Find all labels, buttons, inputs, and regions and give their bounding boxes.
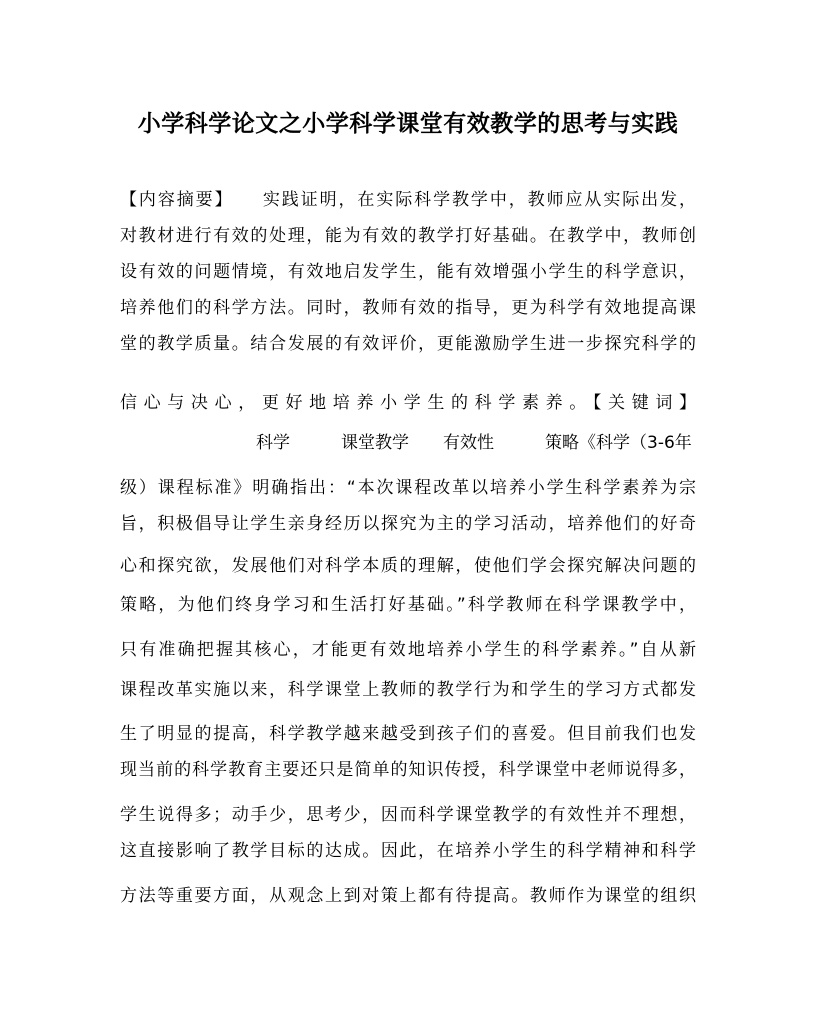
paragraph-line: 级）课程标准》明确指出：“本次课程改革以培养小学生科学素养为宗 [120, 478, 696, 498]
paragraph-line: 这直接影响了教学目标的达成。因此，在培养小学生的科学精神和科学 [120, 841, 696, 861]
paragraph-line: 生了明显的提高，科学教学越来越受到孩子们的喜爱。但目前我们也发 [120, 724, 696, 744]
paragraph-line: 科学 课堂教学 有效性 策略《科学（3-6年 [120, 433, 692, 453]
document-title: 小学科学论文之小学科学课堂有效教学的思考与实践 [137, 110, 679, 137]
paragraph-line: 信心与决心，更好地培养小学生的科学素养。【关键词】 [120, 393, 696, 413]
paragraph-line: 策略，为他们终身学习和生活打好基础。”科学教师在科学课教学中， [120, 595, 696, 615]
paragraph-line: 方法等重要方面，从观念上到对策上都有待提高。教师作为课堂的组织 [120, 886, 696, 906]
paragraph-line: 现当前的科学教育主要还只是简单的知识传授，科学课堂中老师说得多， [120, 760, 696, 780]
paragraph-line: 对教材进行有效的处理，能为有效的教学打好基础。在教学中，教师创 [120, 226, 696, 246]
paragraph-line: 【内容摘要】 实践证明，在实际科学教学中，教师应从实际出发， [120, 190, 696, 210]
paragraph-line: 学生说得多；动手少，思考少，因而科学课堂教学的有效性并不理想， [120, 805, 696, 825]
paragraph-line: 心和探究欲，发展他们对科学本质的理解，使他们学会探究解决问题的 [120, 556, 696, 576]
paragraph-line: 培养他们的科学方法。同时，教师有效的指导，更为科学有效地提高课 [120, 298, 696, 318]
paragraph-line: 旨，积极倡导让学生亲身经历以探究为主的学习活动，培养他们的好奇 [120, 514, 696, 534]
paragraph-line: 堂的教学质量。结合发展的有效评价，更能激励学生进一步探究科学的 [120, 334, 696, 354]
paragraph-line: 只有准确把握其核心，才能更有效地培养小学生的科学素养。”自从新 [120, 640, 696, 660]
paragraph-line: 设有效的问题情境，有效地启发学生，能有效增强小学生的科学意识， [120, 262, 696, 282]
paragraph-line: 课程改革实施以来，科学课堂上教师的教学行为和学生的学习方式都发 [120, 680, 696, 700]
